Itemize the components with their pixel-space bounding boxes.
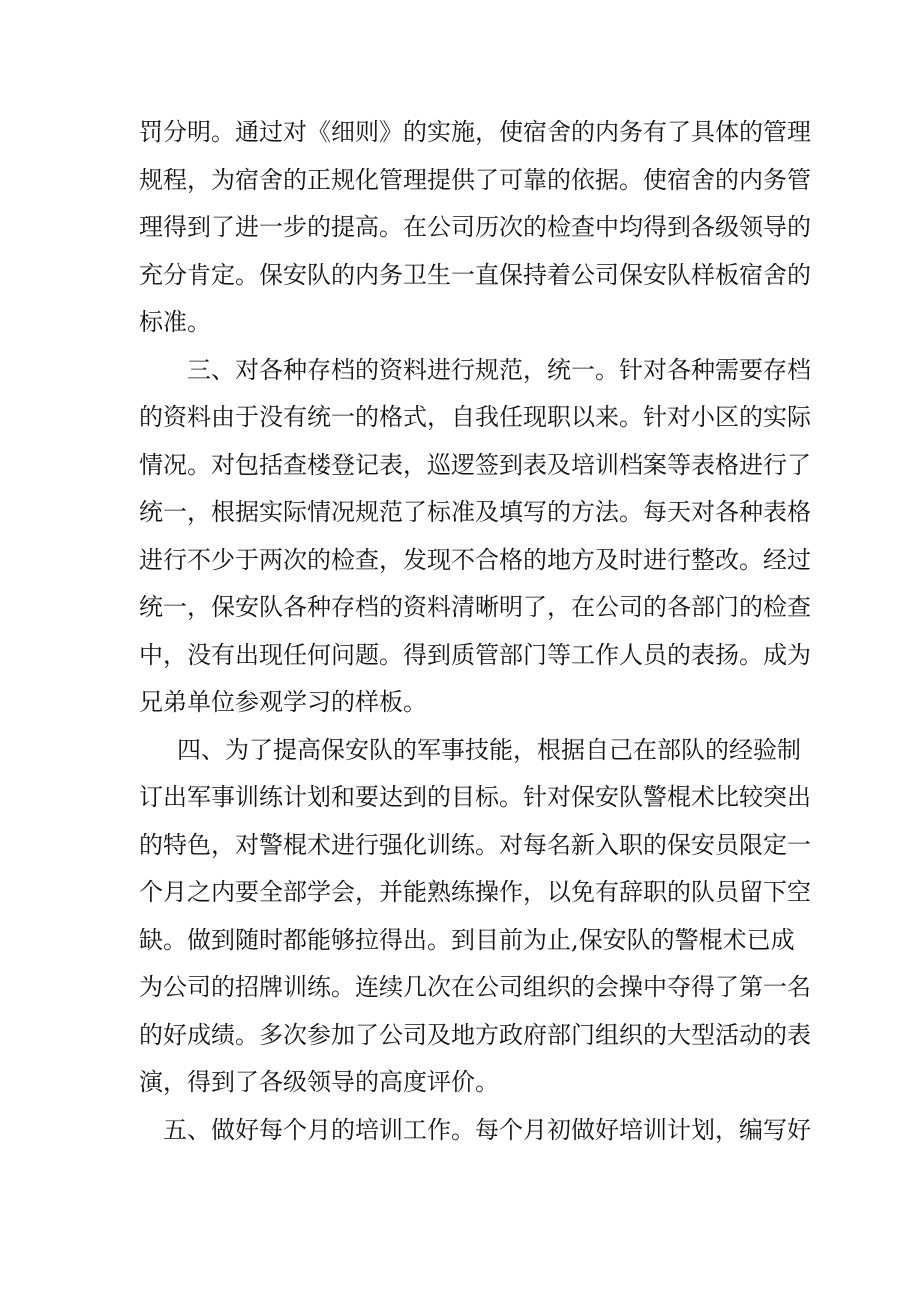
text-line: 充分肯定。保安队的内务卫生一直保持着公司保安队样板宿舍的	[139, 260, 811, 289]
text-line: 罚分明。通过对《细则》的实施，使宿舍的内务有了具体的管理	[139, 118, 811, 146]
text-line: 的特色，对警棍术进行强化训练。对每名新入职的保安员限定一	[139, 830, 811, 859]
section-five-heading-line: 五、做好每个月的培训工作。每个月初做好培训计划，编写好	[163, 1115, 811, 1144]
text-line: 标准。	[139, 308, 211, 336]
text-line: 缺。做到随时都能够拉得出。到目前为止,保安队的警棍术已成	[139, 925, 795, 954]
text-line: 进行不少于两次的检查，发现不合格的地方及时进行整改。经过	[139, 545, 811, 574]
text-line: 中，没有出现任何问题。得到质管部门等工作人员的表扬。成为	[139, 640, 811, 669]
text-line: 情况。对包括查楼登记表，巡逻签到表及培训档案等表格进行了	[139, 450, 811, 479]
section-three-heading-line: 三、对各种存档的资料进行规范，统一。针对各种需要存档	[187, 355, 811, 384]
text-line: 统一，根据实际情况规范了标准及填写的方法。每天对各种表格	[139, 498, 811, 526]
document-body	[139, 109, 811, 1154]
text-line: 个月之内要全部学会，并能熟练操作，以免有辞职的队员留下空	[139, 878, 811, 906]
text-line: 理得到了进一步的提高。在公司历次的检查中均得到各级领导的	[139, 213, 811, 241]
text-line: 兄弟单位参观学习的样板。	[139, 688, 427, 716]
text-line: 规程，为宿舍的正规化管理提供了可靠的依据。使宿舍的内务管	[139, 165, 811, 194]
text-line: 为公司的招牌训练。连续几次在公司组织的会操中夺得了第一名	[139, 973, 811, 1001]
text-line: 订出军事训练计划和要达到的目标。针对保安队警棍术比较突出	[139, 783, 811, 811]
text-line: 统一，保安队各种存档的资料清晰明了，在公司的各部门的检查	[139, 593, 811, 621]
text-line: 的资料由于没有统一的格式，自我任现职以来。针对小区的实际	[139, 403, 811, 431]
text-line: 演，得到了各级领导的高度评价。	[139, 1068, 499, 1096]
text-line: 的好成绩。多次参加了公司及地方政府部门组织的大型活动的表	[139, 1020, 811, 1049]
section-four-heading-line: 四、为了提高保安队的军事技能，根据自己在部队的经验制	[177, 735, 801, 764]
